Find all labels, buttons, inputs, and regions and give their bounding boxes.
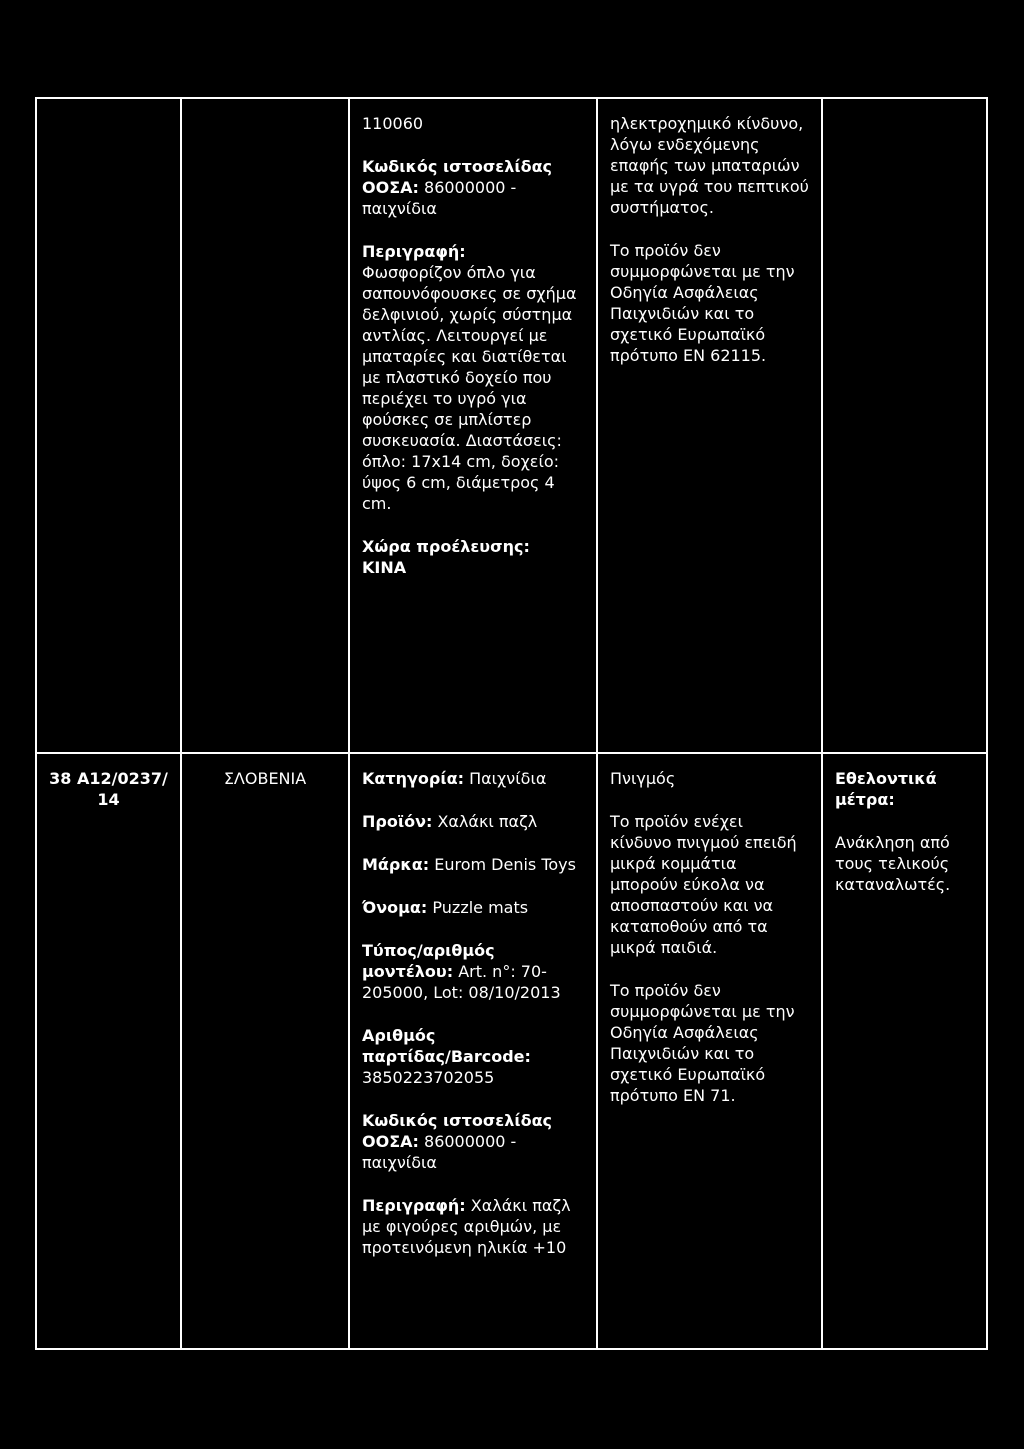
table-row [36, 753, 987, 1349]
product-category: Κατηγορία: Παιχνίδια [362, 769, 547, 788]
risk-type: Πνιγμός [610, 769, 676, 788]
product-type: Προϊόν: Χαλάκι παζλ [362, 812, 538, 831]
oecd-code: Κωδικός ιστοσελίδας ΟΟΣΑ: 86000000 - παιχνίδια [362, 157, 553, 218]
model-continuation: 110060 [362, 114, 424, 133]
product-barcode: Αριθμός παρτίδας/Barcode: 3850223702055 [362, 1026, 531, 1087]
cell-country [181, 753, 349, 1349]
risk-text-1: Το προϊόν ενέχει κίνδυνο πνιγμού επειδή μικρά κομμάτια μπορούν εύκολα να αποσπαστούν και να καταποθούν από τα μικρά παιδιά. [610, 812, 797, 957]
cell-measures [822, 753, 987, 1349]
notification-number: 38 A12/0237/ 14 [49, 769, 168, 809]
country-of-origin: Χώρα προέλευσης: ΚΙΝΑ [362, 537, 530, 577]
oecd-code: Κωδικός ιστοσελίδας ΟΟΣΑ: 86000000 - παιχνίδια [362, 1111, 553, 1172]
product-model: Τύπος/αριθμός μοντέλου: Art. n°: 70-205000, Lot: 08/10/2013 [362, 941, 561, 1002]
risk-text-1: ηλεκτροχημικό κίνδυνο, λόγω ενδεχόμενης επαφής των μπαταριών με τα υγρά του πεπτικού συστήματος. [610, 114, 809, 217]
measures-value: Ανάκληση από τους τελικούς καταναλωτές. [835, 833, 951, 894]
cell-risk [597, 753, 822, 1349]
cell-product [349, 753, 597, 1349]
rapex-table [35, 97, 988, 1350]
product-description: Περιγραφή: Χαλάκι παζλ με φιγούρες αριθμών, με προτεινόμενη ηλικία +10 [362, 1196, 571, 1257]
risk-text-2: Το προϊόν δεν συμμορφώνεται με την Οδηγία Ασφάλειας Παιχνιδιών και το σχετικό Ευρωπαϊκό πρότυπο EN 71. [610, 981, 795, 1105]
cell-measures [822, 98, 987, 753]
cell-risk [597, 98, 822, 753]
risk-text-2: Το προϊόν δεν συμμορφώνεται με την Οδηγία Ασφάλειας Παιχνιδιών και το σχετικό Ευρωπαϊκό πρότυπο EN 62115. [610, 241, 795, 365]
cell-number [36, 753, 181, 1349]
cell-number [36, 98, 181, 753]
table-row [36, 98, 987, 753]
notifying-country: ΣΛΟΒΕΝΙΑ [223, 769, 307, 788]
cell-country [181, 98, 349, 753]
product-brand: Μάρκα: Eurom Denis Toys [362, 855, 576, 874]
cell-product [349, 98, 597, 753]
product-name: Όνομα: Puzzle mats [362, 898, 529, 917]
measures-label: Εθελοντικά μέτρα: [835, 769, 937, 809]
product-description: Περιγραφή: Φωσφορίζον όπλο για σαπουνόφουσκες σε σχήμα δελφινιού, χωρίς σύστημα αντλίας. Λειτουργεί με μπαταρίες και διατίθεται με πλαστικό δοχείο που περιέχει το υγρό για φούσκες σε μπλίστερ συσκευασία. Διαστάσεις: όπλο: 17x14 cm, δοχείο: ύψος 6 cm, διάμετρος 4 cm. [362, 242, 577, 513]
